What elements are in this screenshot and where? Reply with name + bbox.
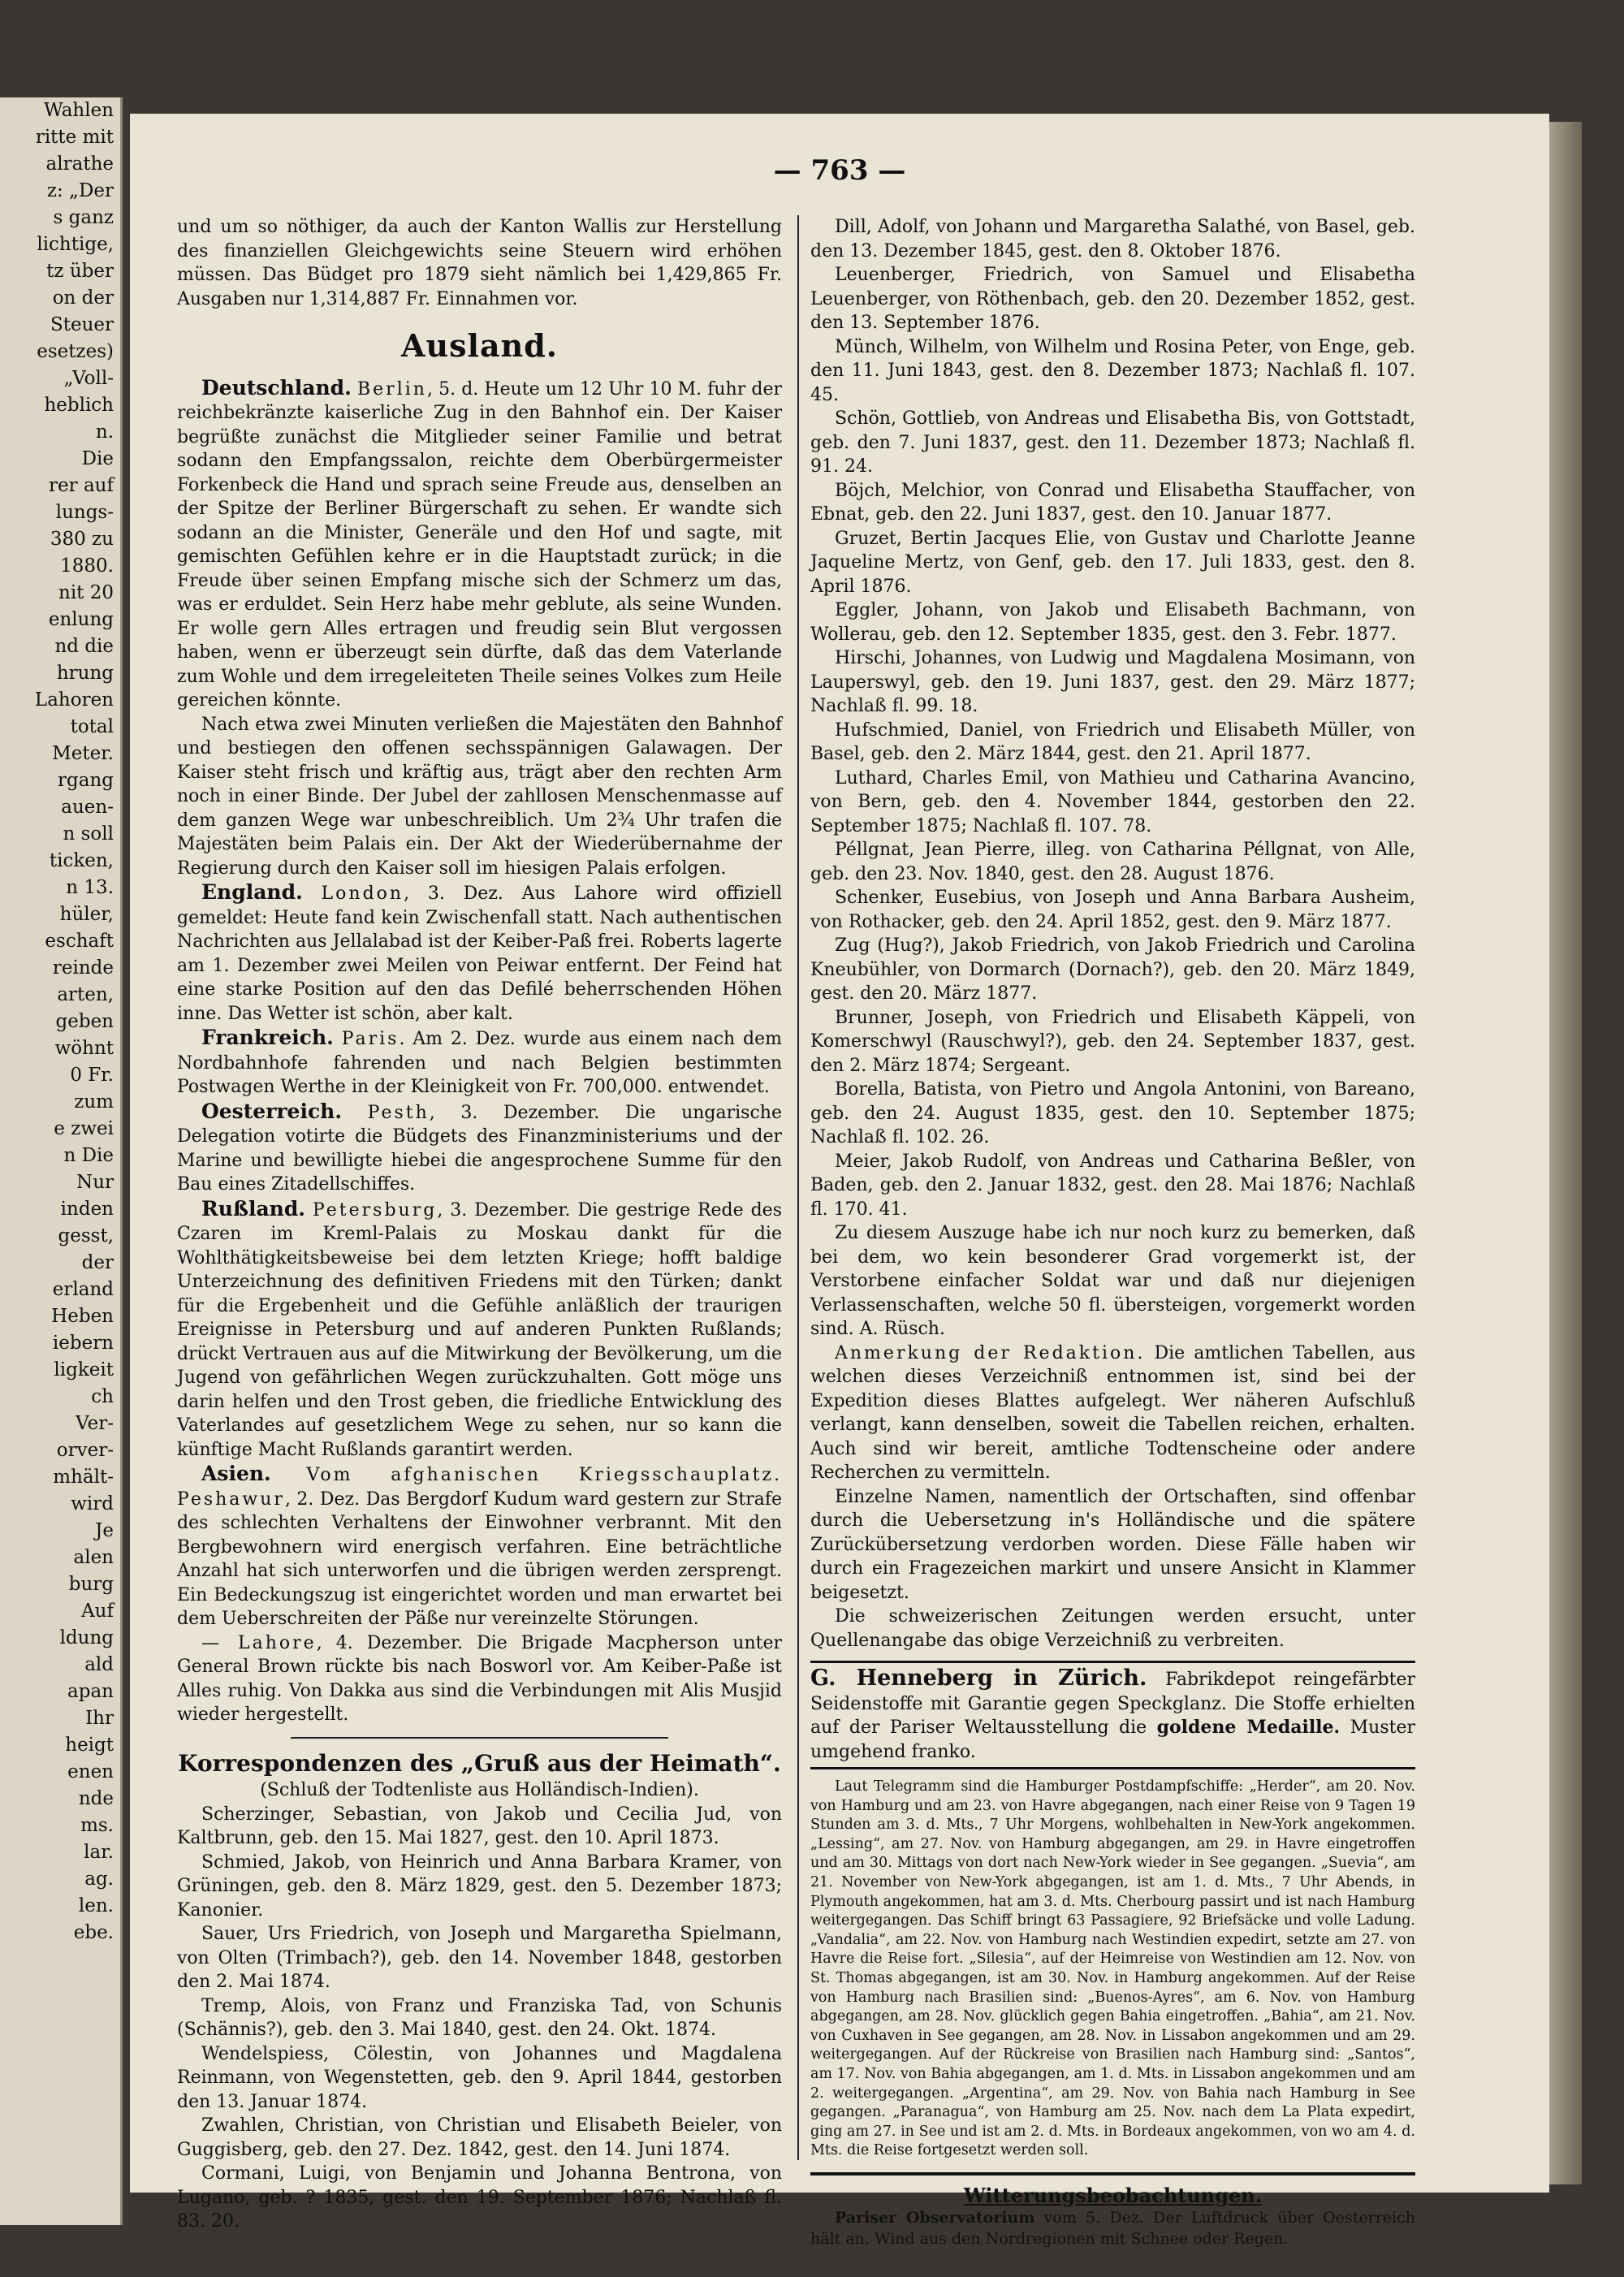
prev-page-line: 1880. xyxy=(60,555,114,577)
prev-page-line: wird xyxy=(71,1493,114,1514)
news-england: England. London, 3. Dez. Aus Lahore wird offiziell gemeldet: Heute fand kein Zwischenfall statt. Nach authentischen Nachrichten aus Jellalabad ist der Keiber-Paß frei. Roberts lagerte am 1. Dezember zwei Meilen von Peiwar entfernt. Der Feind hat eine starke Position auf den das Defilé beherrschenden Höhen inne. Das Wetter ist schön, aber kalt. xyxy=(177,880,782,1024)
prev-page-line: ligkeit xyxy=(54,1359,114,1380)
prev-page-line: nde xyxy=(78,1788,114,1809)
prev-page-line: Ihr xyxy=(85,1708,114,1729)
prev-page-line: heigt xyxy=(65,1735,114,1756)
prev-page-line: nit 20 xyxy=(58,582,114,603)
death-list-entry: Meier, Jakob Rudolf, von Andreas und Catharina Beßler, von Baden, geb. den 2. Januar 1832, gest. den 28. Mai 1876; Nachlaß fl. 170. 41. xyxy=(810,1151,1415,1220)
prev-page-line: Nur xyxy=(76,1172,114,1193)
news-oesterreich: Oesterreich. Pesth, 3. Dezember. Die ungarische Delegation votirte die Büdgets des Finanzministeriums und der Marine und bewilligte hiebei die angesprochene Summe für den Bau eines Zitadellschiffes. xyxy=(177,1099,782,1195)
divider-thick xyxy=(810,2172,1415,2175)
ship-telegram: Laut Telegramm sind die Hamburger Postdampfschiffe: „Herder“, am 20. Nov. von Hamburg und am 23. von Havre abgegangen, nach einer Reise von 9 Tagen 19 Stunden am 3. d. Mts., 7 Uhr Morgens, wohlbehalten in New-York angekommen. „Lessing“, am 27. Nov. von Hamburg abgegangen, am 29. in Havre eingetroffen und am 30. Mittags von dort nach New-York wieder in See gegangen. „Suevia“, am 21. November von New-York abgegangen, ist am 1. d. Mts., 7 Uhr Abends, in Plymouth angekommen, hat am 3. d. Mts. Cherbourg passirt und ist nach Hamburg weitergegangen. Das Schiff bringt 63 Passagiere, 92 Briefsäcke und volle Ladung. „Vandalia“, am 22. Nov. von Hamburg nach Westindien expedirt, setzte am 27. von Havre die Reise fort. „Silesia“, auf der Heimreise von Westindien am 12. Nov. von St. Thomas abgegangen, ist am 30. Nov. in Hamburg angekommen. Auf der Reise von Hamburg nach Brasilien sind: „Buenos-Ayres“, am 6. Nov. von Hamburg abgegangen, am 28. Nov. glücklich gegen Bahia eingetroffen. „Bahia“, am 21. Nov. von Cuxhaven in See gegangen, am 28. Nov. in Lissabon angekommen und am 29. weitergegangen. Auf der Rückreise von Brasilien nach Hamburg sind: „Santos“, am 17. Nov. von Bahia abgegangen, am 1. d. Mts. in Lissabon angekommen und am 2. weitergegangen. „Argentina“, am 29. Nov. von Bahia nach Hamburg in See gegangen. „Paranagua“, von Hamburg am 25. Nov. nach dem La Plata expedirt, ging am 27. in See und ist am 2. d. Mts. in Bordeaux angekommen, von wo am 4. d. Mts. die Reise fortgesetzt werden soll. xyxy=(810,1778,1415,2159)
prev-page-line: ticken, xyxy=(49,850,114,871)
prev-page-line: hrung xyxy=(56,663,114,684)
prev-page-line: ch xyxy=(91,1386,114,1407)
prev-page-line: gesst, xyxy=(58,1225,114,1247)
prev-page-line: hüler, xyxy=(59,904,114,925)
prev-page-line: z: „Der xyxy=(46,180,114,201)
prev-page-line: enen xyxy=(67,1761,114,1782)
left-column xyxy=(177,215,783,2232)
death-list-entry: Eggler, Johann, von Jakob und Elisabeth Bachmann, von Wollerau, geb. den 12. September 1835, gest. den 3. Febr. 1877. xyxy=(810,600,1415,645)
death-list-entry: Gruzet, Bertin Jacques Elie, von Gustav und Charlotte Jeanne Jaqueline Mertz, von Genf, geb. den 17. Juli 1833, gest. den 8. April 1876. xyxy=(810,528,1415,597)
prev-page-line: n soll xyxy=(63,823,114,845)
korrespondenzen-subtitle: (Schluß der Todtenliste aus Holländisch-Indien). xyxy=(260,1780,699,1800)
prev-page-line: orver- xyxy=(56,1440,114,1461)
prev-page-line: rgang xyxy=(58,770,114,791)
prev-page-line: heblich xyxy=(44,395,114,416)
prev-page-line: Heben xyxy=(51,1306,114,1327)
death-list-entry: Zwahlen, Christian, von Christian und Elisabeth Beieler, von Guggisberg, geb. den 27. Dez. 1842, gest. den 14. Juni 1874. xyxy=(177,2115,782,2160)
prev-page-line: n 13. xyxy=(66,877,114,898)
prev-page-line: enlung xyxy=(48,609,114,630)
prev-page-line: lichtige, xyxy=(37,234,114,255)
death-list-entry: Schön, Gottlieb, von Andreas und Elisabetha Bis, von Gottstadt, geb. den 7. Juni 1837, gest. den 11. Dezember 1873; Nachlaß fl. 91. 24. xyxy=(810,408,1415,477)
prev-page-line: Je xyxy=(95,1520,114,1541)
news-deutschland: Deutschland. Berlin, 5. d. Heute um 12 Uhr 10 M. fuhr der reichbekränzte kaiserliche Zug in den Bahnhof ein. Der Kaiser begrüßte zunächst die Mitglieder seiner Familie und betrat sodann den Empfangssalon, reichte dem Oberbürgermeister Forkenbeck die Hand und sprach seine Freude aus, denselben an der Spitze der Berliner Bürgerschaft zu sehen. Er wandte sich sodann an die Minister, Generäle und den Hof und sagte, mit gemischten Gefühlen kehre er in die Hauptstadt zurück; in die Freude über seinen Empfang mische sich der Schmerz um das, was er erduldet. Sein Herz habe mehr geblute, als seine Wunden. Er wolle gern Alles ertragen und freudig sein Blut vergossen haben, wenn er überzeugt sein dürfte, daß das dem Vaterlande zum Wohle und dem irregeleiteten Theile seines Volkes zum Heile gereichen könnte. xyxy=(177,375,782,711)
newspaper-page xyxy=(130,114,1549,2249)
death-list-entry: Münch, Wilhelm, von Wilhelm und Rosina Peter, von Enge, geb. den 11. Juni 1843, gest. den 8. Dezember 1873; Nachlaß fl. 107. 45. xyxy=(810,336,1415,405)
prev-page-line: n. xyxy=(95,421,114,443)
death-list-right xyxy=(810,215,1415,1221)
prev-page-line: alen xyxy=(73,1547,114,1568)
prev-page-line: ritte mit xyxy=(35,127,114,148)
prev-page-line: Die xyxy=(81,448,114,469)
prev-page-line: nd die xyxy=(54,636,114,657)
editorial-note-2: Einzelne Namen, namentlich der Ortschaften, sind offenbar durch die Uebersetzung in's Holländische und die spätere Zurückübersetzung verdorben worden. Diese Fälle haben wir durch ein Fragezeichen markirt und unsere Ansicht in Klammer beigesetzt. xyxy=(810,1486,1415,1603)
prev-page-line: Auf xyxy=(81,1601,114,1622)
prev-page-line: arten, xyxy=(57,984,114,1005)
prev-page-line: zum xyxy=(74,1091,114,1113)
prev-page-line: ebe. xyxy=(73,1922,114,1943)
prev-page-line: len. xyxy=(78,1895,114,1916)
death-list-entry: Brunner, Joseph, von Friedrich und Elisabeth Käppeli, von Komerschwyl (Rauschwyl?), geb. den 24. September 1837, gest. den 2. März 1874; Sergeant. xyxy=(810,1007,1415,1076)
page-number: — 763 — xyxy=(773,154,906,187)
death-list-left xyxy=(177,1803,782,2234)
prev-page-line: lar. xyxy=(84,1842,114,1863)
prev-page-line: alrathe xyxy=(45,153,114,175)
prev-page-line: ald xyxy=(84,1654,114,1675)
weather-report: Pariser Observatorium vom 5. Dez. Der Luftdruck über Oesterreich hält an. Wind aus den Nordregionen mit Schnee oder Regen. xyxy=(810,2209,1415,2249)
death-list-entry: Wendelspiess, Cölestin, von Johannes und Magdalena Reinmann, von Wegenstetten, geb. den 9. April 1844, gestorben den 13. Januar 1874. xyxy=(177,2043,782,2112)
death-list-entry: Luthard, Charles Emil, von Mathieu und Catharina Avancino, von Bern, geb. den 4. November 1844, gestorben den 22. September 1875; Nachlaß fl. 107. 78. xyxy=(810,767,1415,836)
intro-paragraph: und um so nöthiger, da auch der Kanton Wallis zur Herstellung des finanziellen Gleichgewichts seine Steuern wird erhöhen müssen. Das Büdget pro 1879 sieht nämlich bei 1,429,865 Fr. Ausgaben nur 1,314,887 Fr. Einnahmen vor. xyxy=(177,217,782,309)
prev-page-line: reinde xyxy=(52,957,114,979)
death-list-entry: Schmied, Jakob, von Heinrich und Anna Barbara Kramer, von Grüningen, geb. den 8. März 1829, gest. den 5. Dezember 1873; Kanonier. xyxy=(177,1851,782,1921)
previous-page-fragment xyxy=(0,97,123,2225)
prev-page-line: iebern xyxy=(52,1333,114,1354)
prev-page-line: total xyxy=(70,716,114,737)
prev-page-line: erland xyxy=(52,1279,114,1300)
prev-page-line: ldung xyxy=(59,1627,114,1648)
death-list-entry: Scherzinger, Sebastian, von Jakob und Cecilia Jud, von Kaltbrunn, geb. den 15. Mai 1827, gest. den 10. April 1873. xyxy=(177,1804,782,1848)
prev-page-line: Ver- xyxy=(76,1413,114,1434)
prev-page-line: rer auf xyxy=(49,475,114,496)
prev-page-line: e zwei xyxy=(54,1118,114,1139)
prev-page-line: 380 zu xyxy=(50,529,114,550)
death-list-entry: Cormani, Luigi, von Benjamin und Johanna Bentrona, von Lugano, geb. ? 1835, gest. den 19. September 1876; Nachlaß fl. 83. 20. xyxy=(177,2163,782,2232)
prev-page-line: ms. xyxy=(80,1815,114,1836)
prev-page-line: Wahlen xyxy=(44,100,114,121)
page-edge xyxy=(1549,122,1582,2184)
prev-page-line: n Die xyxy=(63,1145,114,1166)
death-list-entry: Dill, Adolf, von Johann und Margaretha Salathé, von Basel, geb. den 13. Dezember 1845, gest. den 8. Oktober 1876. xyxy=(810,217,1415,261)
prev-page-line: „Voll- xyxy=(63,368,114,389)
prev-page-line: 0 Fr. xyxy=(70,1065,114,1086)
prev-page-line: ag. xyxy=(84,1869,114,1890)
prev-page-line: geben xyxy=(55,1011,114,1032)
column-divider xyxy=(797,215,799,2160)
death-list-entry: Hufschmied, Daniel, von Friedrich und Elisabeth Müller, von Basel, geb. den 2. März 1844, gest. den 21. April 1877. xyxy=(810,719,1415,764)
death-list-entry: Böjch, Melchior, von Conrad und Elisabetha Stauffacher, von Ebnat, geb. den 22. Juni 1837, gest. den 10. Januar 1877. xyxy=(810,480,1415,525)
death-list-entry: Péllgnat, Jean Pierre, illeg. von Catharina Péllgnat, von Alle, geb. den 23. Nov. 1840, gest. den 28. August 1876. xyxy=(810,840,1415,884)
news-deutschland-cont: Nach etwa zwei Minuten verließen die Majestäten den Bahnhof und bestiegen den offenen sechsspännigen Galawagen. Der Kaiser steht frisch und kräftig aus, trägt aber den rechten Arm noch in einer Binde. Der Jubel der zahllosen Menschenmasse auf dem ganzen Wege war unbeschreiblich. Um 2¾ Uhr trafen die Majestäten beim Palais ein. Der Akt der Wiederübernahme der Regierung durch den Kaiser soll im hiesigen Palais erfolgen. xyxy=(177,714,782,879)
death-list-entry: Borella, Batista, von Pietro und Angola Antonini, von Bareano, geb. den 24. August 1835, gest. den 10. September 1875; Nachlaß fl. 102. 26. xyxy=(810,1079,1415,1147)
death-list-entry: Sauer, Urs Friedrich, von Joseph und Margaretha Spielmann, von Olten (Trimbach?), geb. den 14. November 1848, gestorben den 2. Mai 1874. xyxy=(177,1924,782,1992)
prev-page-line: burg xyxy=(68,1574,114,1595)
prev-page-line: s ganz xyxy=(53,207,114,228)
prev-page-line: auen- xyxy=(61,797,114,818)
news-frankreich: Frankreich. Paris. Am 2. Dez. wurde aus einem nach dem Nordbahnhofe fahrenden und nach Belgien bestimmten Postwagen Werthe in der Kleinigkeit von Fr. 700,000. entwendet. xyxy=(177,1026,782,1097)
prev-page-line: Steuer xyxy=(50,314,114,335)
right-column xyxy=(810,215,1416,2249)
prev-page-line: der xyxy=(81,1252,114,1273)
death-list-entry: Schenker, Eusebius, von Joseph und Anna Barbara Ausheim, von Rothacker, geb. den 24. April 1852, gest. den 9. März 1877. xyxy=(810,888,1415,932)
prev-page-line: inden xyxy=(60,1199,114,1220)
death-list-entry: Tremp, Alois, von Franz und Franziska Tad, von Schunis (Schännis?), geb. den 3. Mai 1840, gest. den 24. Okt. 1874. xyxy=(177,1995,782,2040)
advertisement-henneberg: G. Henneberg in Zürich. Fabrikdepot reingefärbter Seidenstoffe mit Garantie gegen Speckglanz. Die Stoffe erhielten auf der Pariser Weltausstellung die goldene Medaille. Muster umgehend franko. xyxy=(810,1661,1415,1769)
prev-page-line: mhält- xyxy=(53,1467,114,1488)
prev-page-line: on der xyxy=(52,287,114,309)
death-list-entry: Hirschi, Johannes, von Ludwig und Magdalena Mosimann, von Lauperswyl, geb. den 19. Juni 1837, gest. den 29. März 1877; Nachlaß fl. 99. 18. xyxy=(810,648,1415,716)
editorial-note-3: Die schweizerischen Zeitungen werden ersucht, unter Quellenangabe das obige Verzeichniß zu verbreiten. xyxy=(810,1606,1415,1651)
closing-note: Zu diesem Auszuge habe ich nur noch kurz zu bemerken, daß bei dem, wo kein besonderer Grad vorgemerkt ist, der Verstorbene einfacher Soldat war und daß nur diejenigen Verlassenschaften, welche 50 fl. übersteigen, vorgemerkt worden sind. A. Rüsch. xyxy=(810,1223,1415,1339)
news-russland: Rußland. Petersburg, 3. Dezember. Die gestrige Rede des Czaren im Kreml-Palais zu Moskau dankt für die Wohlthätigkeitsbeweise bei dem letzten Kriege; hofft baldige Unterzeichnung des definitiven Friedens mit den Türken; dankt für die Ergebenheit und die Gefühle anläßlich der traurigen Ereignisse in Petersburg und auf anderen Punkten Rußlands; drückt Vertrauen aus auf die Mitwirkung der Bevölkerung, um die Jugend von gefährlichen Wegen zurückzuhalten. Gott möge uns darin helfen und den Trost geben, die friedliche Entwicklung des Vaterlandes auf gesetzlichem Wege zu sehen, nur so kann die künftige Macht Rußlands garantirt werden. xyxy=(177,1196,782,1460)
news-asien: Asien. Vom afghanischen Kriegsschauplatz. Peshawur, 2. Dez. Das Bergdorf Kudum ward gestern zur Strafe des schlechten Verhaltens der Einwohner verbrannt. Mit den Bergbewohnern wird energisch verfahren. Eine beträchtliche Anzahl hat sich unterworfen und die übrigen werden zersprengt. Ein Bedeckungszug ist eingerichtet worden und man erwartet bei dem Ueberschreiten der Päße nur vereinzelte Störungen. xyxy=(177,1462,782,1629)
editorial-note: Anmerkung der Redaktion. Die amtlichen Tabellen, aus welchen dieses Verzeichniß entnommen ist, sind bei der Expedition dieses Blattes aufgelegt. Wer näheren Aufschluß verlangt, kann denselben, soweit die Tabellen reichen, erhalten. Auch sind wir bereit, amtliche Todtenscheine oder andere Recherchen zu vermitteln. xyxy=(810,1342,1415,1483)
prev-page-line: Meter. xyxy=(52,743,114,764)
divider xyxy=(291,1737,668,1739)
death-list-entry: Leuenberger, Friedrich, von Samuel und Elisabetha Leuenberger, von Röthenbach, geb. den 20. Dezember 1852, gest. den 13. September 1876. xyxy=(810,265,1415,333)
prev-page-line: tz über xyxy=(46,261,114,282)
prev-page-line: lungs- xyxy=(55,502,114,523)
prev-page-line: apan xyxy=(67,1681,114,1702)
prev-page-line: Lahoren xyxy=(34,689,114,711)
prev-page-line: wöhnt xyxy=(54,1038,114,1059)
news-asien-lahore: — Lahore, 4. Dezember. Die Brigade Macpherson unter General Brown rückte bis nach Bosworl vor. Am Keiber-Paße ist Alles ruhig. Von Dakka aus sind die Verbindungen mit Alis Musjid wieder hergestellt. xyxy=(177,1632,783,1725)
prev-page-line: eschaft xyxy=(45,931,114,952)
section-heading-ausland: Ausland. xyxy=(401,327,558,364)
death-list-entry: Zug (Hug?), Jakob Friedrich, von Jakob Friedrich und Carolina Kneubühler, von Dormarch (Dornach?), geb. den 20. März 1849, gest. den 20. März 1877. xyxy=(810,935,1415,1004)
weather-title: Witterungsbeobachtungen. xyxy=(963,2183,1263,2207)
korrespondenzen-title: Korrespondenzen des „Gruß aus der Heimath“. xyxy=(178,1749,781,1777)
prev-page-line: esetzes) xyxy=(37,341,114,362)
